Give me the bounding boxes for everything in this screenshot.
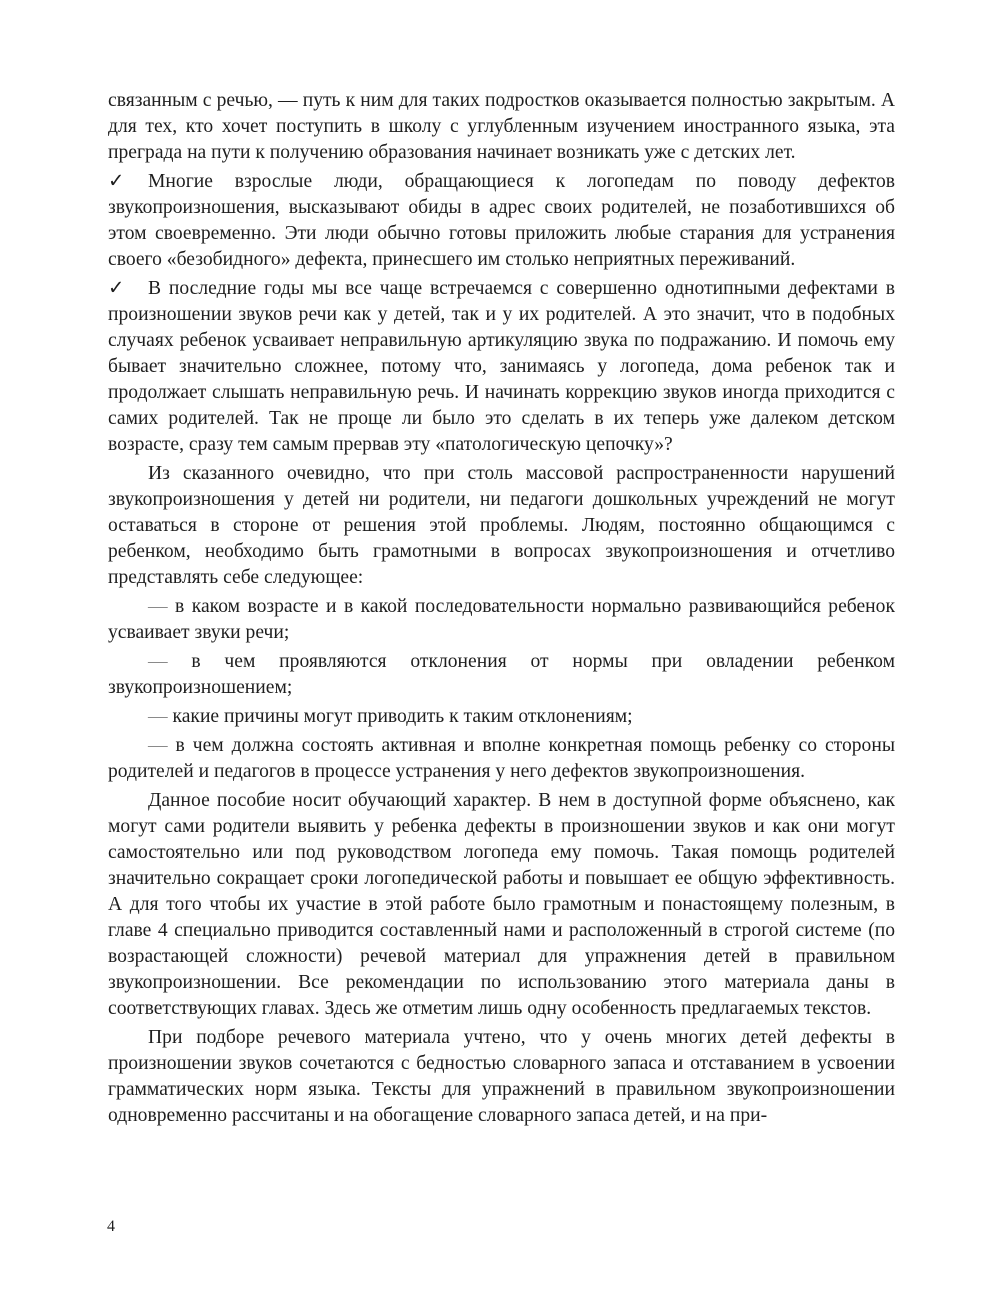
paragraph: Данное пособие носит обучающий характер. В нем в доступной форме объяснено, как могут сами родители выявить у ребенка дефекты в произношении звуков и как они могут самостоятельно или под руководством логопеда ему помочь. Такая помощь родителей значительно сокращает сроки логопедической работы и повышает ее общую эффективность. А для того чтобы их участие в этой работе было грамотным и понастоящему полезным, в главе 4 специально приводится составленный нами и расположенный в строгой системе (по возрастающей сложности) речевой материал для упражнения детей в правильном звукопроизношении. Все рекомендации по использованию этого материала даны в соответствующих главах. Здесь же отметим лишь одну особенность предлагаемых текстов. [108,790,895,1019]
list-item-text: в чем должна состоять активная и вполне конкретная помощь ребенку со стороны родителей и педагогов в процессе устранения у него дефектов звукопроизношения. [108,735,895,782]
checkmark-paragraph [108,169,895,273]
paragraph-text: В последние годы мы все чаще встречаемся с совершенно однотипными дефектами в произношении звуков речи как у детей, так и у их родителей. А это значит, что в подобных случаях ребенок усваивает неправильную артикуляцию звука по подражанию. И помочь ему бывает значительно сложнее, потому что, занимаясь у логопеда, дома ребенок так и продолжает слышать неправильную речь. И начинать коррекцию звуков иногда приходится с самих родителей. Так не проще ли было это сделать в их теперь уже далеком детском возрасте, сразу тем самым прервав эту «патологическую цепочку»? [108,278,895,455]
list-item-text: в каком возрасте и в какой последовательности нормально развивающийся ребенок усваивает звуки речи; [108,596,895,643]
checkmark-paragraph [108,276,895,458]
list-item [108,704,895,730]
checkmark-icon: ✓ [108,278,125,299]
paragraph-continuation: связанным с речью, — путь к ним для таких подростков оказывается полностью закрытым. А для тех, кто хочет поступить в школу с углубленным изучением иностранного языка, эта преграда на пути к получению образования начинает возникать уже с детских лет. [108,90,895,163]
list-item [108,649,895,701]
paragraph: Из сказанного очевидно, что при столь массовой распространенности нарушений звукопроизношения у детей ни родители, ни педагоги дошкольных учреждений не могут оставаться в стороне от решения этой проблемы. Людям, постоянно общающимся с ребенком, необходимо быть грамотными в вопросах звукопроизношения и отчетливо представлять себе следующее: [108,463,895,588]
dash-marker: — [148,735,168,756]
list-item [108,594,895,646]
dash-marker: — [148,596,168,617]
list-item [108,733,895,785]
dash-marker: — [148,706,168,727]
page-body [108,88,895,1132]
checkmark-icon: ✓ [108,171,125,192]
page-number: 4 [107,1218,115,1235]
list-item-text: в чем проявляются отклонения от нормы при овладении ребенком звукопроизношением; [108,651,895,698]
paragraph-text: Многие взрослые люди, обращающиеся к логопедам по поводу дефектов звукопроизношения, высказывают обиды в адрес своих родителей, не позаботившихся об этом своевременно. Эти люди обычно готовы приложить любые старания для устранения своего «безобидного» дефекта, принесшего им столько неприятных переживаний. [108,171,895,270]
paragraph: При подборе речевого материала учтено, что у очень многих детей дефекты в произношении звуков сочетаются с бедностью словарного запаса и отставанием в усвоении грамматических норм языка. Тексты для упражнений в правильном звукопроизношении одновременно рассчитаны и на обогащение словарного запаса детей, и на при- [108,1027,895,1126]
list-item-text: какие причины могут приводить к таким отклонениям; [172,706,633,727]
dash-marker: — [148,651,168,672]
